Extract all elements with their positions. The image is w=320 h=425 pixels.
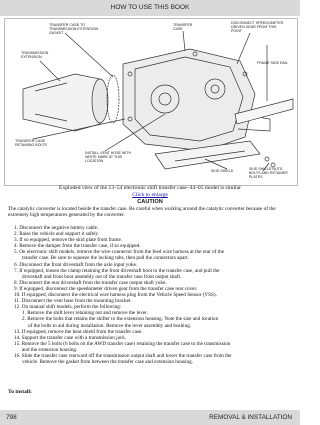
enlarge-link[interactable]: Click to enlarge bbox=[132, 192, 168, 198]
step-item: 15. Remove the 5 bolts (6 bolts on the AWD transfer case) retaining the transfer case to the transmission bbox=[14, 340, 231, 347]
substep-item: 1. Remove the shift lever retaining nut and remove the lever. bbox=[22, 310, 148, 317]
step-item: 16. Slide the transfer case rearward off the transmission output shaft and lower the transfer case from the bbox=[14, 352, 232, 359]
callout-skid-shield-nuts: SKID SHIELD NUTS, BOLTS AND RETAINER PLATES bbox=[249, 167, 288, 180]
step-item: 12. On manual shift models, perform the following: bbox=[14, 304, 122, 311]
caution-text: The catalytic converter is located beside the transfer case. Be careful when working around the catalytic converter because of the extremely high temperatures generated by the converter. bbox=[8, 206, 276, 219]
callout-skid-shield: SKID SHIELD bbox=[211, 169, 234, 173]
callout-transmission-extension: TRANSMISSION EXTENSION bbox=[21, 51, 49, 60]
section-title: REMOVAL & INSTALLATION bbox=[209, 414, 292, 421]
callout-disconnect-speedometer: DISCONNECT SPEEDOMETER DRIVEN GEAR FROM THIS POINT bbox=[231, 21, 284, 34]
callout-transfer-case: TRANSFER CASE bbox=[173, 23, 193, 32]
page-header bbox=[0, 0, 300, 16]
substep-item-continued: of the bolts to aid during installation. Remove the lever assembly and bushing. bbox=[28, 322, 192, 329]
step-item: 3. If so equipped, remove the skid plate from frame. bbox=[14, 237, 123, 244]
caption-text: Exploded view of the 13–54 electronic shift transfer case–44–05 model is similar bbox=[59, 185, 241, 191]
removal-steps-list bbox=[8, 225, 294, 365]
step-item: 6. Disconnect the front driveshaft from the axle input yoke. bbox=[14, 261, 138, 268]
step-item-continued: transfer case. Be sure to squeeze the locking tabs, then pull the connectors apart. bbox=[22, 255, 189, 262]
callout-install-vent-hose: INSTALL VENT HOSE WITH WHITE MARK AT THIS LOCATION bbox=[85, 151, 132, 164]
step-item: 11. Disconnect the vent hose from the mounting bracket. bbox=[14, 298, 132, 305]
step-item: 7. If equipped, loosen the clamp retaining the front driveshaft boot to the transfer case, and pull the bbox=[14, 267, 220, 274]
transfer-case-drawing bbox=[5, 19, 297, 185]
step-item: 5. On electronic shift models, remove the wire connector from the feed wire harness at the rear of the bbox=[14, 249, 225, 256]
step-item-continued: vehicle. Remove the gasket from between the transfer case and extension housing. bbox=[22, 359, 193, 366]
figure-caption bbox=[0, 185, 300, 199]
step-item: 1. Disconnect the negative battery cable. bbox=[14, 225, 99, 231]
step-item: 14. Support the transfer case with a transmission jack. bbox=[14, 334, 127, 341]
step-item: 8. Disconnect the rear driveshaft from the transfer case output shaft yoke. bbox=[14, 279, 167, 286]
step-item-continued: driveshaft and front boot assembly out of the transfer case front output shaft. bbox=[22, 273, 182, 280]
step-item-continued: and the extension housing. bbox=[22, 346, 78, 353]
page-number: 798 bbox=[6, 414, 17, 421]
step-item: 2. Raise the vehicle and support it safely. bbox=[14, 231, 100, 238]
callout-frame-side-rail: FRAME SIDE RAIL bbox=[257, 61, 288, 65]
step-item: 4. Remove the damper from the transfer case, if so equipped. bbox=[14, 243, 141, 250]
exploded-view-figure bbox=[4, 18, 298, 186]
step-item: 13. If equipped, remove the heat shield from the transfer case. bbox=[14, 328, 143, 335]
to-install-heading: To install: bbox=[8, 389, 32, 395]
header-title: HOW TO USE THIS BOOK bbox=[110, 4, 190, 11]
step-item: 10. If equipped, disconnect the electrical wire harness plug from the Vehicle Speed Sensor (VSS). bbox=[14, 292, 217, 299]
step-item: 9. If equipped, disconnect the speedometer driven gear from the transfer case rear cover. bbox=[14, 285, 198, 292]
callout-retaining-bolts: TRANSFER CASE RETAINING BOLTS bbox=[15, 139, 47, 148]
caution-title: CAUTION bbox=[137, 199, 163, 205]
callout-transfer-case-gasket: TRANSFER CASE TO TRANSMISSION EXTENSION GASKET bbox=[49, 23, 99, 36]
substep-item: 2. Remove the bolts that retains the shifter to the extension housing. Note the size and location bbox=[22, 316, 219, 323]
page-footer bbox=[0, 410, 300, 425]
